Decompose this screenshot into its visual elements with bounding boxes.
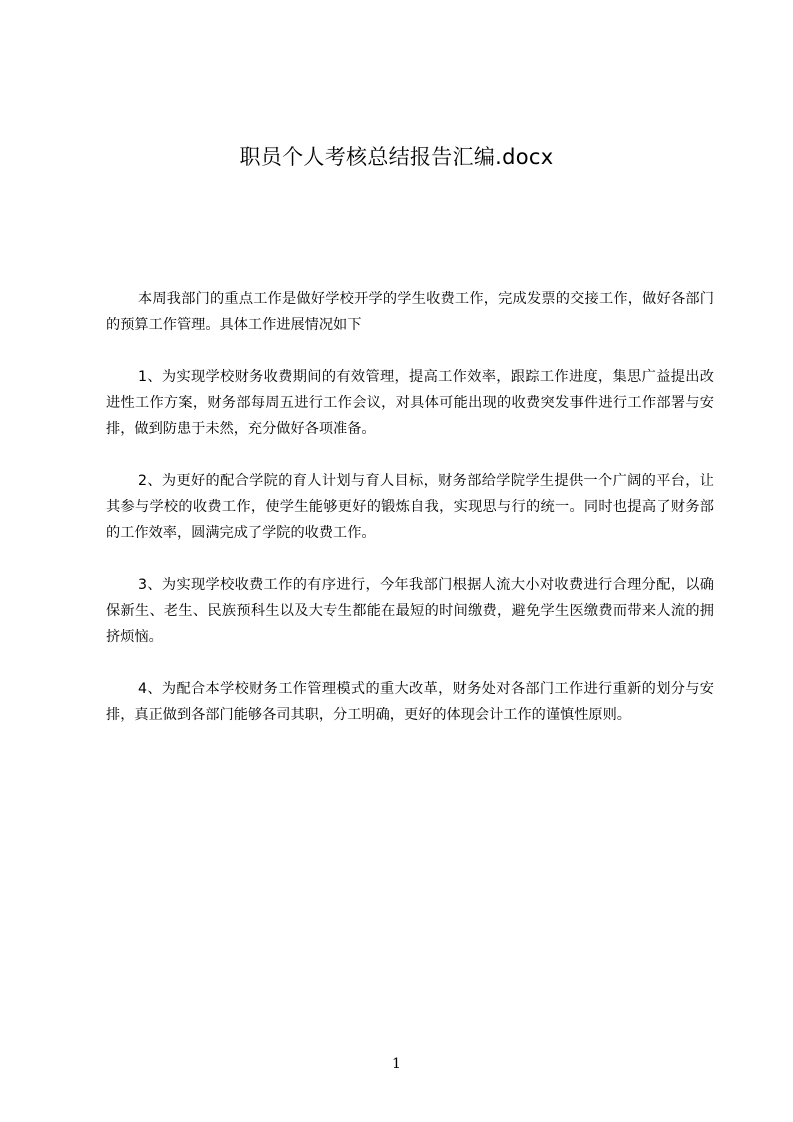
item-1-paragraph: 1、为实现学校财务收费期间的有效管理，提高工作效率，跟踪工作进度，集思广益提出改进性工作方案，财务部每周五进行工作会议，对具体可能出现的收费突发事件进行工作部署与安排，做到防患于未然，充分做好各项准备。 [106,369,714,437]
item-3-paragraph: 3、为实现学校收费工作的有序进行，今年我部门根据人流大小对收费进行合理分配，以确保新生、老生、民族预科生以及大专生都能在最短的时间缴费，避免学生医缴费而带来人流的拥挤烦恼。 [106,577,714,645]
intro-paragraph: 本周我部门的重点工作是做好学校开学的学生收费工作，完成发票的交接工作，做好各部门的预算工作管理。具体工作进展情况如下 [106,291,714,333]
item-4-paragraph: 4、为配合本学校财务工作管理模式的重大改革，财务处对各部门工作进行重新的划分与安排，真正做到各部门能够各司其职，分工明确，更好的体现会计工作的谨慎性原则。 [106,681,714,723]
page-number: 1 [392,1056,401,1072]
item-2-paragraph: 2、为更好的配合学院的育人计划与育人目标，财务部给学院学生提供一个广阔的平台，让其参与学校的收费工作，使学生能够更好的锻炼自我，实现思与行的统一。同时也提高了财务部的工作效率，圆满完成了学院的收费工作。 [106,473,714,541]
document-body [106,286,714,754]
document-title: 职员个人考核总结报告汇编.docx [239,145,554,169]
